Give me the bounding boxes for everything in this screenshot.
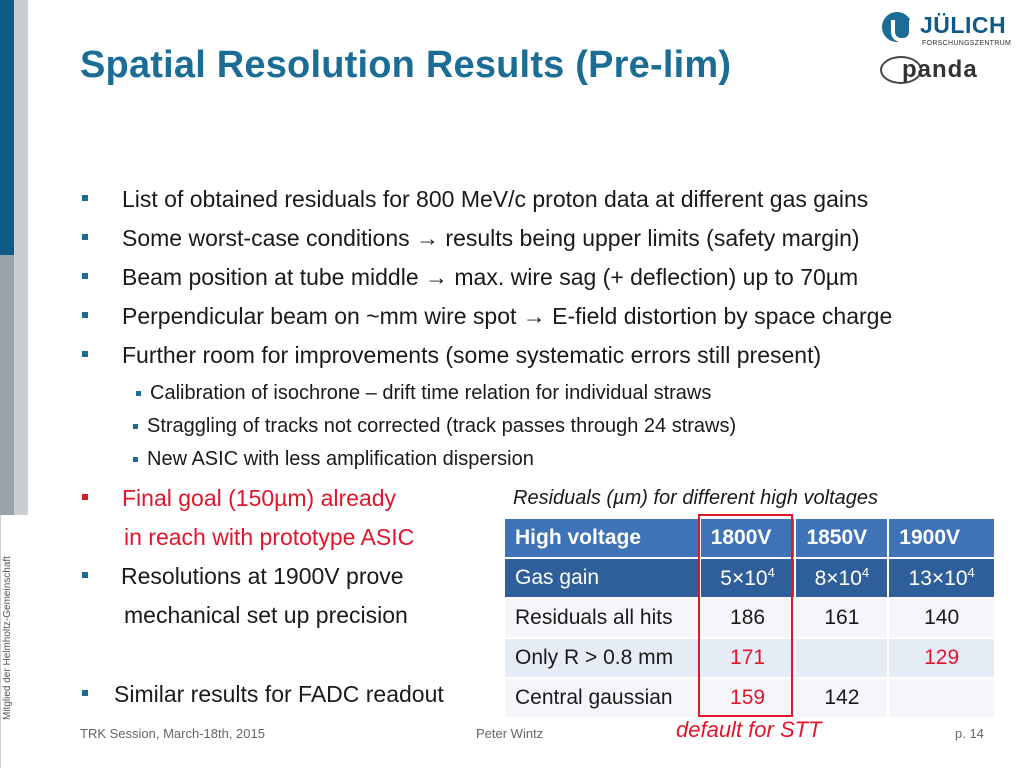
final-goal-line2: in reach with prototype ASIC (124, 524, 415, 550)
bullet-icon (82, 195, 88, 201)
default-label: default for STT (676, 717, 822, 742)
page-number: p. 14 (955, 726, 984, 741)
table-cell: 140 (888, 598, 995, 638)
sub-bullet-text: New ASIC with less amplification dispersion (147, 448, 534, 470)
julich-emblem-icon (882, 12, 912, 42)
gas-gain-mantissa: 13×10 (908, 567, 968, 590)
panda-logo-name: panda (902, 56, 978, 83)
julich-logo (880, 10, 1012, 52)
bullet-icon (82, 494, 88, 500)
sub-bullet-icon (136, 391, 141, 396)
sub-bullet-text: Calibration of isochrone – drift time relation for individual straws (150, 382, 712, 404)
table-cell: 186 (700, 598, 796, 638)
bullet-text: Perpendicular beam on ~mm wire spot → E-field distortion by space charge (122, 303, 893, 329)
slide-title: Spatial Resolution Results (Pre-lim) (80, 44, 732, 86)
table-cell-label: Residuals all hits (504, 598, 700, 638)
table-cell-label: Only R > 0.8 mm (504, 638, 700, 678)
bullet-icon (82, 312, 88, 318)
sub-bullet-icon (133, 457, 138, 462)
bullet-text: Further room for improvements (some systematic errors still present) (122, 342, 822, 368)
gas-gain-mantissa: 5×10 (720, 567, 768, 590)
table-cell (795, 558, 888, 598)
bullet-icon (82, 273, 88, 279)
sub-bullet-icon (133, 424, 138, 429)
bullet-text: Some worst-case conditions → results being upper limits (safety margin) (122, 225, 860, 251)
table-header-cell: 1800V (700, 518, 796, 558)
table-header-cell: 1900V (888, 518, 995, 558)
table-header-cell: High voltage (504, 518, 700, 558)
bullet-icon (82, 351, 88, 357)
footer-session: TRK Session, March-18th, 2015 (80, 726, 265, 741)
footer-author: Peter Wintz (476, 726, 544, 741)
table-cell: 159 (700, 678, 796, 718)
table-cell: 161 (795, 598, 888, 638)
sub-bullet-text: Straggling of tracks not corrected (track passes through 24 straws) (147, 415, 737, 437)
highlight-box (698, 514, 793, 717)
table-cell (888, 558, 995, 598)
julich-logo-sub: FORSCHUNGSZENTRUM (922, 40, 1012, 47)
gas-gain-exponent: 4 (767, 565, 775, 580)
edge-bar-dark (0, 0, 14, 255)
table-header-cell: 1850V (795, 518, 888, 558)
gas-gain-exponent: 4 (861, 565, 870, 580)
bullet-icon (82, 572, 88, 578)
sidebar-text: Mitglied der Helmholtz-Gemeinschaft (2, 556, 13, 720)
bullet-icon (82, 690, 88, 696)
julich-logo-name: JÜLICH (920, 12, 1007, 38)
fadc-text: Similar results for FADC readout (114, 681, 444, 707)
final-goal-line1: Final goal (150µm) already (122, 485, 397, 511)
bullet-text: Beam position at tube middle → max. wire sag (+ deflection) up to 70µm (122, 264, 859, 290)
table-cell: 142 (795, 678, 888, 718)
table-cell (888, 678, 995, 718)
resolutions-line2: mechanical set up precision (124, 602, 408, 628)
table-cell-label: Gas gain (504, 558, 700, 598)
table-cell: 129 (888, 638, 995, 678)
gas-gain-mantissa: 8×10 (814, 567, 862, 590)
table-cell-label: Central gaussian (504, 678, 700, 718)
table-cell (795, 638, 888, 678)
table-cell: 171 (700, 638, 796, 678)
panda-logo (880, 52, 1000, 84)
resolutions-line1: Resolutions at 1900V prove (121, 563, 404, 589)
gas-gain-exponent: 4 (967, 565, 975, 580)
edge-bar-line (0, 515, 1, 768)
table-caption: Residuals (µm) for different high voltages (513, 487, 879, 509)
bullet-icon (82, 234, 88, 240)
bullet-text: List of obtained residuals for 800 MeV/c proton data at different gas gains (122, 186, 869, 212)
